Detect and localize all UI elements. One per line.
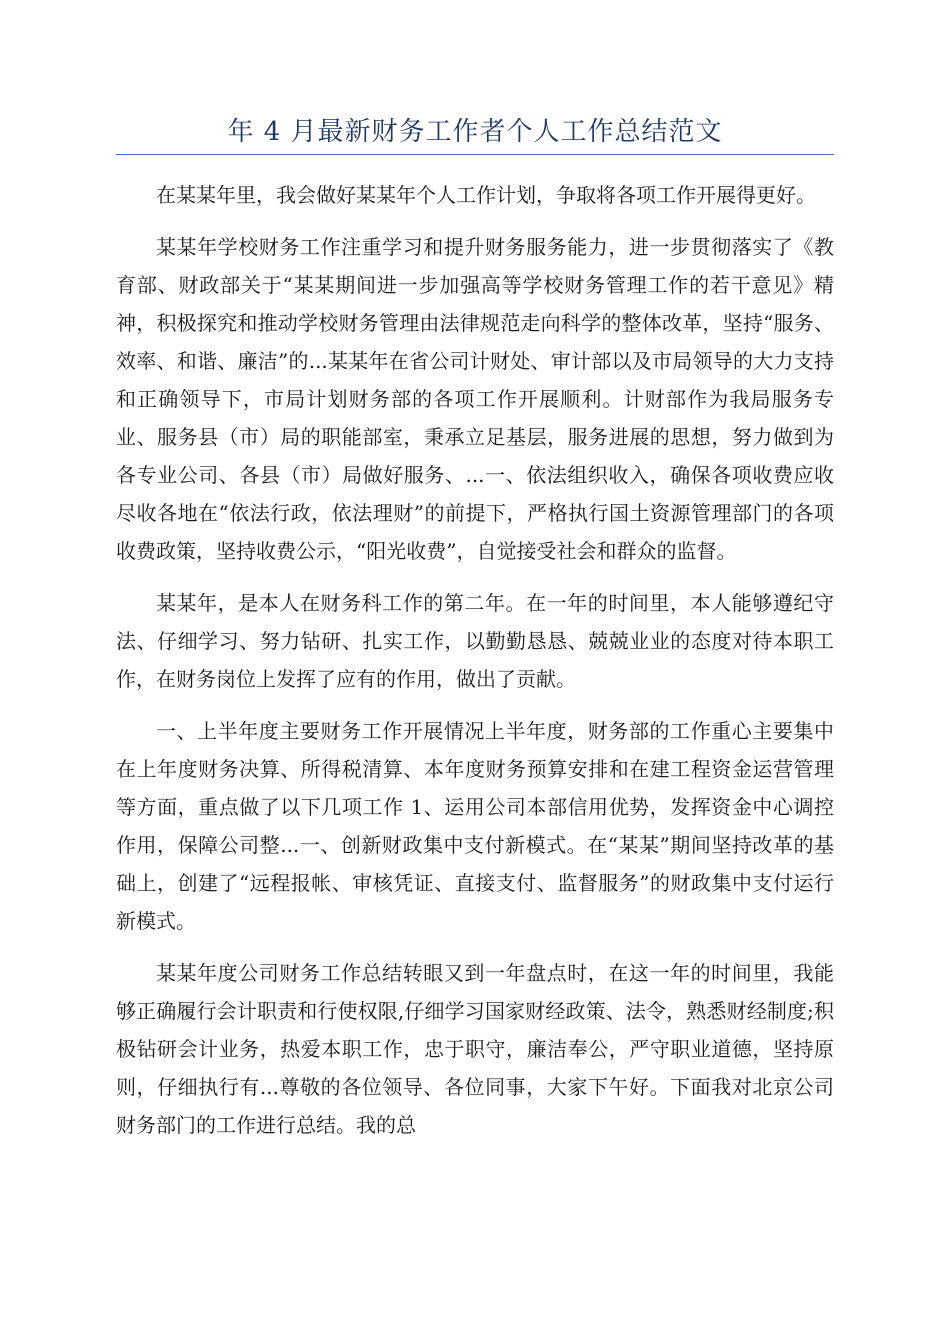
paragraph-5: 某某年度公司财务工作总结转眼又到一年盘点时，在这一年的时间里，我能够正确履行会计职责和行使权限,仔细学习国家财经政策、法令，熟悉财经制度;积极钻研会计业务，热爱本职工作，忠于职守，廉洁奉公，严守职业道德，坚持原则，仔细执行有...尊敬的各位领导、各位同事，大家下午好。下面我对北京公司财务部门的工作进行总结。我的总 — [116, 961, 834, 1137]
paragraph-2: 某某年学校财务工作注重学习和提升财务服务能力，进一步贯彻落实了《教育部、财政部关于“某某期间进一步加强高等学校财务管理工作的若干意见》精神，积极探究和推动学校财务管理由法律规范走向科学的整体改革，坚持“服务、效率、和谐、廉洁”的...某某年在省公司计财处、审计部以及市局领导的大力支持和正确领导下，市局计划财务部的各项工作开展顺利。计财部作为我局服务专业、服务县（市）局的职能部室，秉承立足基层，服务进展的思想，努力做到为各专业公司、各县（市）局做好服务、...一、依法组织收入，确保各项收费应收尽收各地在“依法行政，依法理财”的前提下，严格执行国土资源管理部门的各项收费政策，坚持收费公示，“阳光收费”，自觉接受社会和群众的监督。 — [116, 235, 834, 563]
title-underline — [116, 154, 834, 155]
paragraph-3: 某某年，是本人在财务科工作的第二年。在一年的时间里，本人能够遵纪守法、仔细学习、努力钻研、扎实工作，以勤勤恳恳、兢兢业业的态度对待本职工作，在财务岗位上发挥了应有的作用，做出了贡献。 — [116, 591, 834, 691]
paragraph-4: 一、上半年度主要财务工作开展情况上半年度，财务部的工作重心主要集中在上年度财务决算、所得税清算、本年度财务预算安排和在建工程资金运营管理等方面，重点做了以下几项工作 1、运用公司本部信用优势，发挥资金中心调控作用，保障公司整...一、创新财政集中支付新模式。在“某某”期间坚持改革的基础上，创建了“远程报帐、审核凭证、直接支付、监督服务”的财政集中支付运行新模式。 — [116, 719, 834, 933]
document-title: 年 4 月最新财务工作者个人工作总结范文 — [227, 117, 723, 147]
document-body — [116, 176, 834, 1158]
paragraph-1: 在某某年里，我会做好某某年个人工作计划，争取将各项工作开展得更好。 — [156, 183, 816, 207]
